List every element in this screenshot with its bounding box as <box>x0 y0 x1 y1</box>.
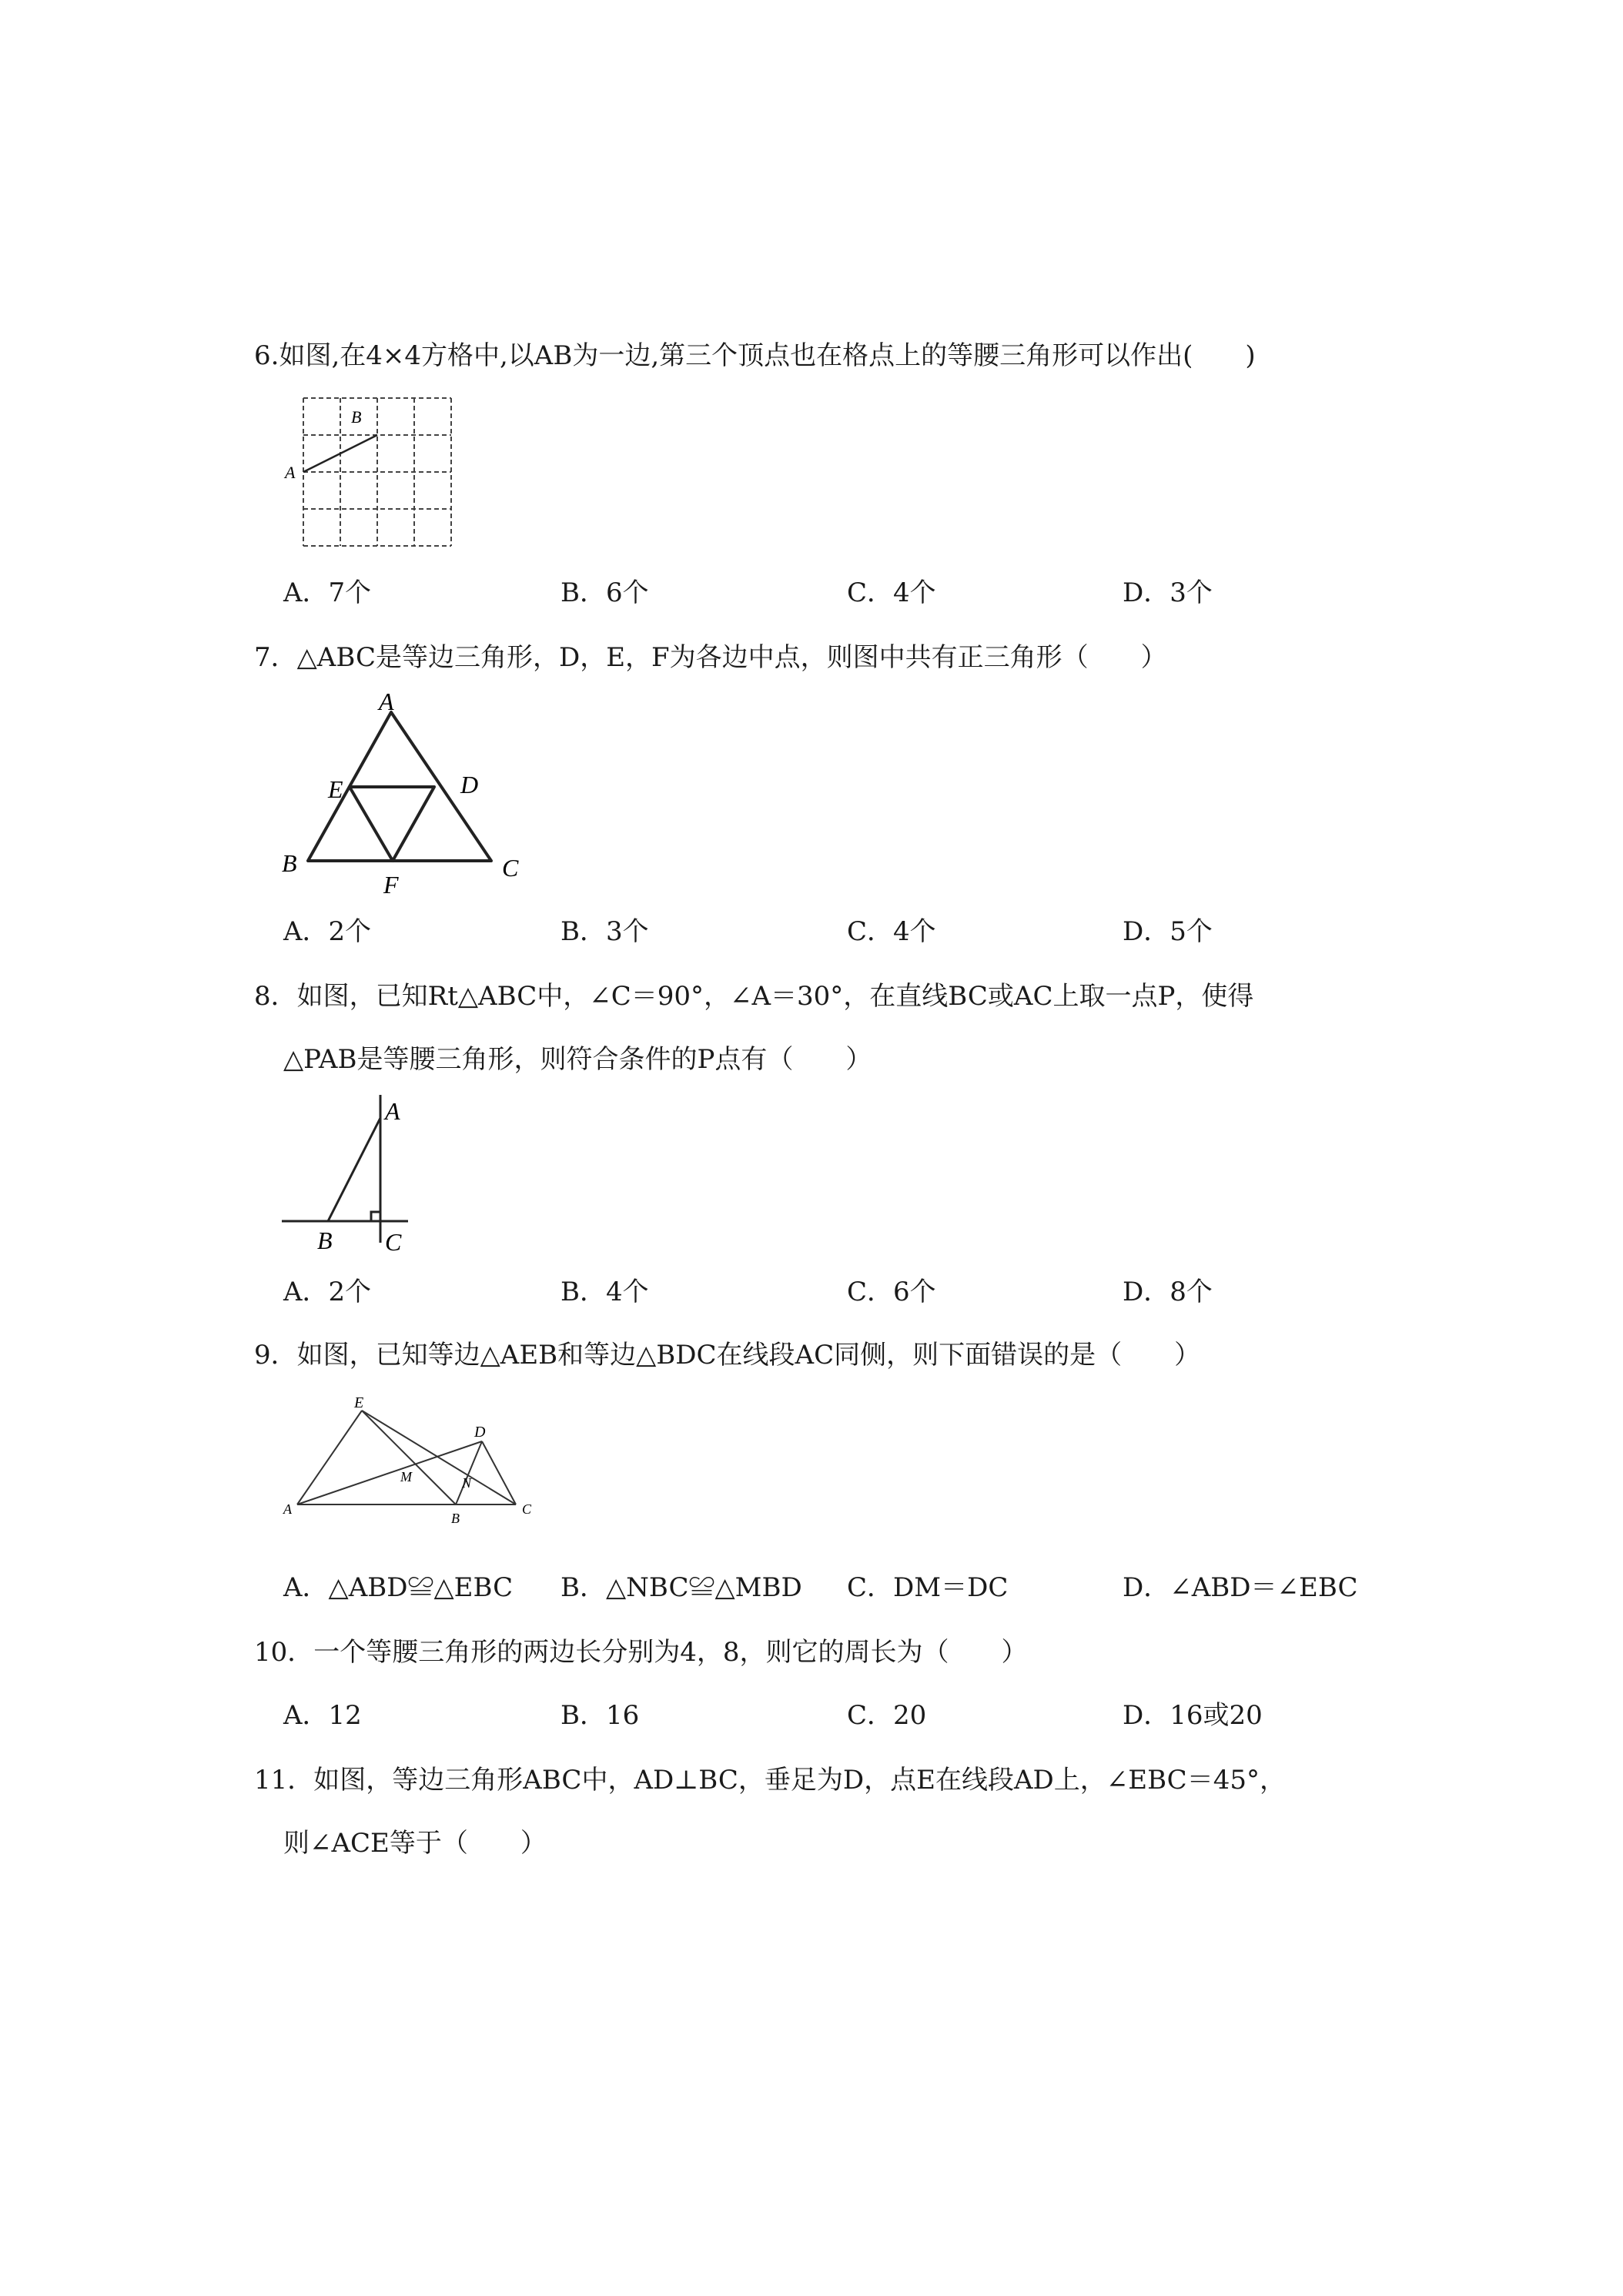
q9-option-d[interactable]: D．∠ABD＝∠EBC <box>1123 1572 1358 1603</box>
label-c: C <box>522 1501 532 1517</box>
question-8-stem-line-1: 8．如图，已知Rt△ABC中，∠C＝90°，∠A＝30°，在直线BC或AC上取一点P，使得 <box>254 981 1254 1012</box>
label-d: D <box>460 771 479 798</box>
triangle-figure-q7 <box>277 688 531 901</box>
q6-option-b[interactable]: B．6个 <box>561 577 649 608</box>
q10-option-d[interactable]: D．16或20 <box>1123 1700 1263 1731</box>
q7-option-a[interactable]: A．2个 <box>283 916 372 947</box>
q6-option-a[interactable]: A．7个 <box>283 577 372 608</box>
label-d: D <box>474 1424 486 1441</box>
q8-option-c[interactable]: C．6个 <box>847 1277 936 1307</box>
question-11-stem-line-1: 11．如图，等边三角形ABC中，AD⊥BC，垂足为D，点E在线段AD上，∠EBC＝45°， <box>254 1765 1286 1796</box>
q8-option-a[interactable]: A．2个 <box>283 1277 372 1307</box>
q8-option-d[interactable]: D．8个 <box>1123 1277 1213 1307</box>
label-e: E <box>354 1394 364 1411</box>
q7-option-d[interactable]: D．5个 <box>1123 916 1213 947</box>
q6-option-d[interactable]: D．3个 <box>1123 577 1213 608</box>
label-c: C <box>385 1228 402 1256</box>
q10-option-b[interactable]: B．16 <box>561 1700 640 1731</box>
label-f: F <box>383 871 399 899</box>
label-c: C <box>502 854 519 882</box>
q9-option-a[interactable]: A．△ABD≌△EBC <box>283 1572 514 1603</box>
q10-option-a[interactable]: A．12 <box>283 1700 362 1731</box>
question-8-stem-line-2: △PAB是等腰三角形，则符合条件的P点有（ ） <box>283 1044 872 1075</box>
label-b: B <box>351 407 362 427</box>
label-a: A <box>285 463 296 482</box>
question-10-stem: 10．一个等腰三角形的两边长分别为4，8，则它的周长为（ ） <box>254 1637 1028 1668</box>
question-6-stem: 6.如图,在4×4方格中,以AB为一边,第三个顶点也在格点上的等腰三角形可以作出( ) <box>254 340 1256 371</box>
equilateral-figure-q9 <box>277 1395 547 1541</box>
label-b: B <box>451 1511 460 1526</box>
label-a: A <box>379 688 394 715</box>
label-a: A <box>385 1097 400 1125</box>
label-b: B <box>282 849 297 877</box>
label-a: A <box>283 1501 292 1517</box>
label-e: E <box>328 775 343 803</box>
label-b: B <box>317 1227 333 1254</box>
question-9-stem: 9．如图，已知等边△AEB和等边△BDC在线段AC同侧，则下面错误的是（ ） <box>254 1340 1201 1371</box>
label-n: N <box>462 1475 472 1491</box>
q7-option-c[interactable]: C．4个 <box>847 916 936 947</box>
grid-figure-q6 <box>285 397 470 558</box>
question-11-stem-line-2: 则∠ACE等于（ ） <box>283 1828 547 1859</box>
label-m: M <box>400 1469 412 1484</box>
question-7-stem: 7．△ABC是等边三角形，D，E，F为各边中点，则图中共有正三角形（ ） <box>254 642 1167 673</box>
right-triangle-figure-q8 <box>277 1092 431 1269</box>
q6-option-c[interactable]: C．4个 <box>847 577 936 608</box>
q8-option-b[interactable]: B．4个 <box>561 1277 649 1307</box>
q7-option-b[interactable]: B．3个 <box>561 916 649 947</box>
q9-option-b[interactable]: B．△NBC≌△MBD <box>561 1572 802 1603</box>
q9-option-c[interactable]: C．DM＝DC <box>847 1572 1009 1603</box>
q10-option-c[interactable]: C．20 <box>847 1700 927 1731</box>
